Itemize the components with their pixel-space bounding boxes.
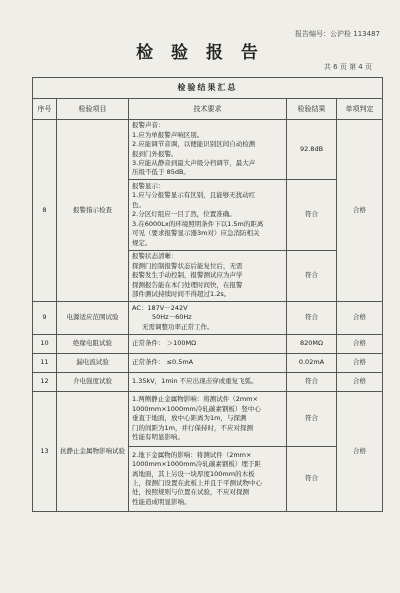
- requirement-line: 1.应为单报警声响区别。: [132, 130, 204, 139]
- row-number: 9: [33, 302, 57, 335]
- requirement-line: 压级不低于 85dB。: [132, 168, 190, 177]
- requirement-line: 无需调整功率正常工作。: [142, 322, 214, 331]
- row-requirement: [129, 392, 287, 447]
- row-requirement: 1.35kV，1min 不应出现击穿或重复飞弧。: [129, 373, 287, 392]
- row-verdict: 合格: [337, 373, 383, 392]
- row-verdict: 合格: [337, 335, 383, 354]
- row-requirement: [129, 447, 287, 512]
- requirement-line: 2.应能调节音调，以便能识别区间自动检测: [132, 140, 256, 149]
- requirement-line: 报警声音：: [132, 121, 165, 130]
- row-requirement: 正常条件： ≤0.5mA: [129, 354, 287, 373]
- report-title: 检 验 报 告: [136, 43, 264, 63]
- requirement-line: 垂直于地面，放中心距离为1m，与探测: [132, 414, 247, 423]
- col-header-requirement: 技术要求: [129, 99, 287, 120]
- requirement-line: 1000mm×1000mm冷轧碳素钢板）竖中心: [132, 404, 261, 413]
- row-result: 0.02mA: [287, 354, 337, 373]
- row-number: 13: [33, 392, 57, 512]
- requirement-line: 性能有明显影响。: [132, 433, 184, 442]
- requirement-line: 报警状态清晰：: [132, 252, 178, 261]
- column-header-row: [33, 99, 383, 120]
- row-result: 符合: [287, 180, 337, 251]
- requirement-line: 探测报告能在本门处理时间快，在报警: [132, 280, 243, 289]
- row-result: 符合: [287, 373, 337, 392]
- row-item: 介电强度试验: [57, 373, 129, 392]
- requirement-line: 离地面，其上另设一块厚度100mm的木板: [132, 469, 255, 478]
- row-result: 符合: [287, 302, 337, 335]
- requirement-line: 部件测试持续时间不得超过1.2s。: [132, 290, 231, 299]
- row-item: 电源适应范围试验: [57, 302, 129, 335]
- table-row: [33, 354, 383, 373]
- row-requirement: [129, 120, 287, 180]
- row-item: 报警指示检查: [57, 120, 129, 302]
- row-verdict: 合格: [337, 354, 383, 373]
- table-row: [33, 373, 383, 392]
- col-header-no: 序号: [33, 99, 57, 120]
- row-number: 12: [33, 373, 57, 392]
- row-verdict: 合格: [337, 302, 383, 335]
- row-item: 绝缘电阻试验: [57, 335, 129, 354]
- row-requirement: [129, 180, 287, 251]
- row-result: 符合: [287, 392, 337, 447]
- page-number: 共 6 页 第 4 页: [323, 63, 372, 71]
- table-row: [33, 335, 383, 354]
- report-number: 报告编号：公沪检 113487: [295, 30, 380, 38]
- requirement-line: 1.应与分报警显示有区别，且能够无扰动红: [132, 191, 256, 200]
- requirement-line: 50Hz－60Hz: [152, 313, 192, 322]
- row-requirement: [129, 302, 287, 335]
- requirement-line: 3.应能从静音到最大声级分档调节，最大声: [132, 158, 256, 167]
- requirement-line: 门的间距为1m，并行保持时，不应对探测: [132, 423, 253, 432]
- requirement-line: 1000mm×1000mm冷轧碳素钢板）埋于距: [132, 460, 261, 469]
- results-table: [32, 77, 383, 512]
- col-header-result: 检验结果: [287, 99, 337, 120]
- table-row: [33, 302, 383, 335]
- row-item: 漏电流试验: [57, 354, 129, 373]
- requirement-line: 报到门外报警。: [132, 149, 178, 158]
- row-verdict: 合格: [337, 120, 383, 302]
- requirement-line: AC：187V－242V: [132, 303, 188, 312]
- col-header-verdict: 单项判定: [337, 99, 383, 120]
- section-header-row: [33, 78, 383, 99]
- requirement-line: 色。: [132, 200, 145, 209]
- row-requirement: 正常条件： ＞100MΩ: [129, 335, 287, 354]
- row-item: 抗静止金属物影响试验: [57, 392, 129, 512]
- row-requirement: [129, 251, 287, 302]
- col-header-item: 检验项目: [57, 99, 129, 120]
- row-result: 92.8dB: [287, 120, 337, 180]
- requirement-line: 3.在6000Lx的环境照明条件下以1.5m的距离: [132, 219, 264, 228]
- requirement-line: 可见（要求报警显示器3m对）应急消防相关: [132, 229, 260, 238]
- table-row: [33, 392, 383, 447]
- requirement-line: 2.地下金属物的影响：将测试件（2mm×: [132, 450, 252, 459]
- requirement-line: 报警显示：: [132, 182, 165, 191]
- requirement-line: 1.两侧静止金属物影响：将测试件（2mm×: [132, 395, 258, 404]
- row-number: 8: [33, 120, 57, 302]
- requirement-line: 处，按照规则与位置在试验，不应对探测: [132, 488, 249, 497]
- requirement-line: 性能造成明显影响。: [132, 497, 191, 506]
- row-result: 符合: [287, 447, 337, 512]
- row-number: 10: [33, 335, 57, 354]
- requirement-line: 报警发生手动控制，报警测试应为声学: [132, 271, 243, 280]
- row-result: 符合: [287, 251, 337, 302]
- row-number: 11: [33, 354, 57, 373]
- section-title: 检验结果汇总: [33, 78, 383, 99]
- requirement-line: 规定。: [132, 238, 152, 247]
- row-verdict: 合格: [337, 392, 383, 512]
- row-result: 820MΩ: [287, 335, 337, 354]
- requirement-line: 上，探测门设置在此板上并且于平测试物中心: [132, 479, 262, 487]
- table-row: [33, 120, 383, 180]
- requirement-line: 2.分区灯组应一目了然，位置准确。: [132, 210, 236, 219]
- requirement-line: 探测门控制报警状态后能复位后，无需: [132, 261, 243, 270]
